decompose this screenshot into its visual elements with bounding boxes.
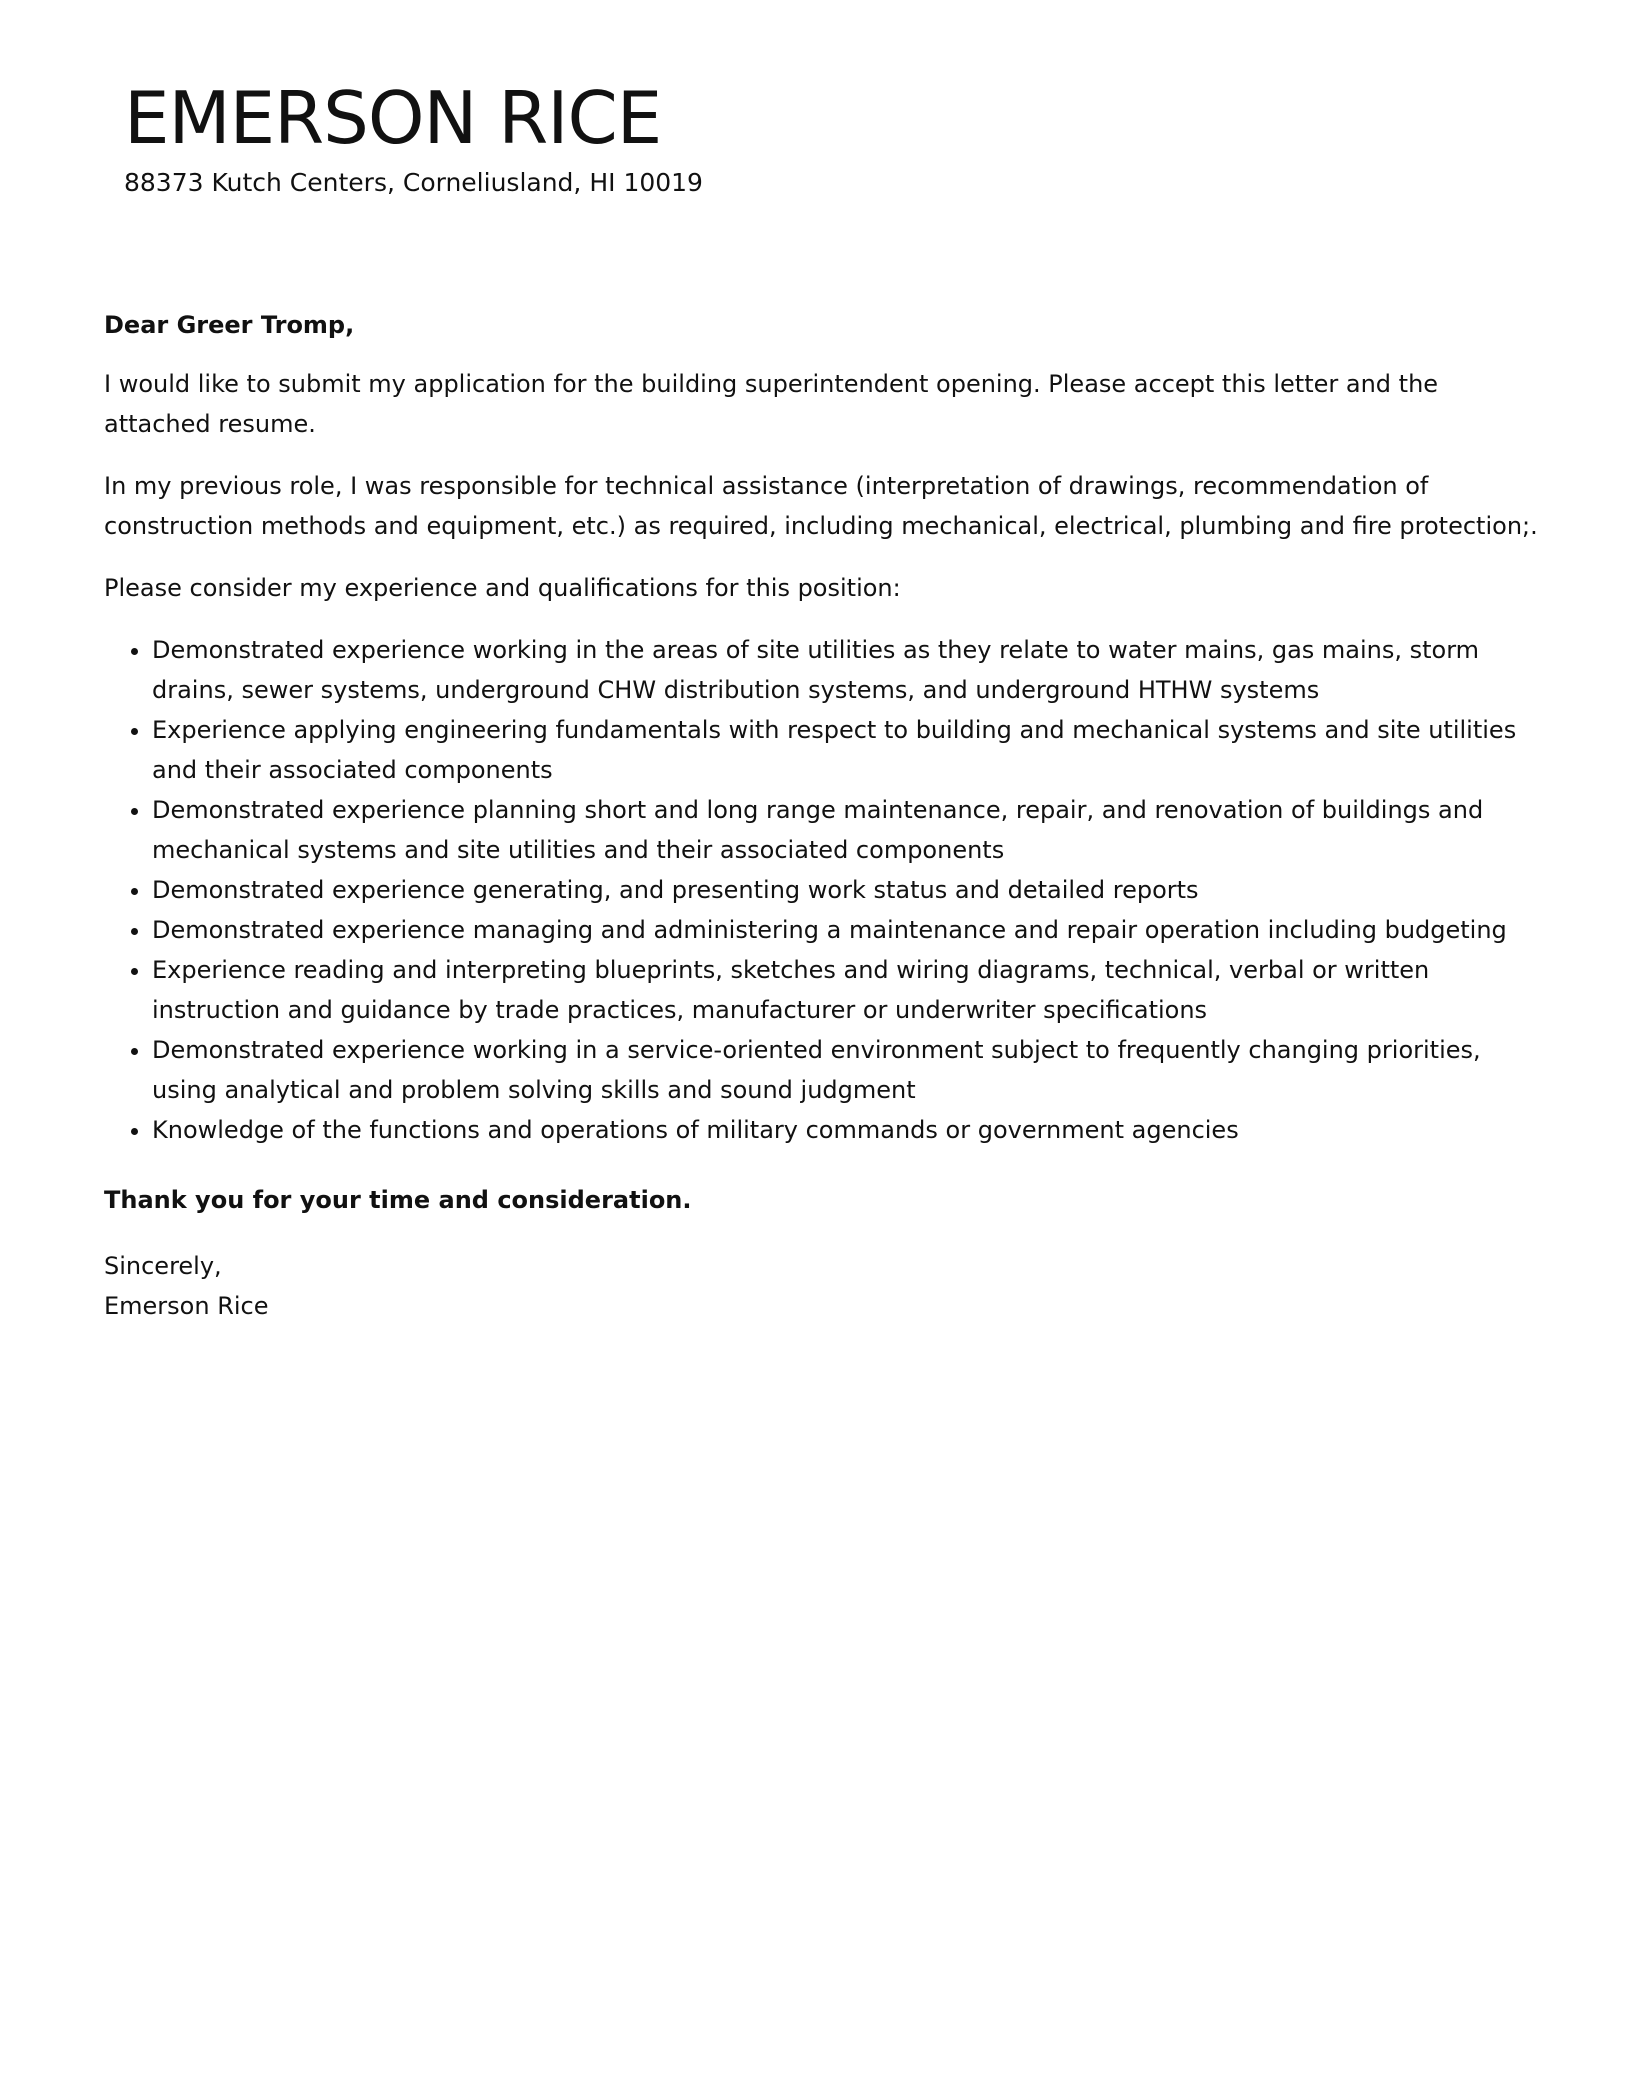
list-item: • Experience applying engineering fundamentals with respect to building and mechanical systems and site utilities and their associated components <box>152 710 1544 790</box>
list-item: • Demonstrated experience generating, and presenting work status and detailed reports <box>152 870 1544 910</box>
closing-line: Thank you for your time and consideration. <box>104 1186 692 1214</box>
qualifications-intro: Please consider my experience and qualifications for this position: <box>104 574 901 602</box>
list-item: • Demonstrated experience working in the areas of site utilities as they relate to water mains, gas mains, storm drains, sewer systems, underground CHW distribution systems, and underground HTHW systems <box>152 630 1544 710</box>
list-item: • Demonstrated experience planning short and long range maintenance, repair, and renovation of buildings and mechanical systems and site utilities and their associated components <box>152 790 1544 870</box>
experience-paragraph: In my previous role, I was responsible for technical assistance (interpretation of drawings, recommendation of construction methods and equipment, etc.) as required, including mechanical, electrical, plumbing and fire protection;. <box>104 472 1538 540</box>
applicant-address: 88373 Kutch Centers, Corneliusland, HI 10019 <box>124 168 703 197</box>
signoff-text: Sincerely, <box>104 1252 222 1280</box>
signoff-block <box>104 1246 1544 1326</box>
letter-body <box>104 308 1544 1326</box>
list-item: • Knowledge of the functions and operations of military commands or government agencies <box>152 1110 1544 1150</box>
signature-name: Emerson Rice <box>104 1292 269 1320</box>
list-item: • Demonstrated experience working in a service-oriented environment subject to frequently changing priorities, using analytical and problem solving skills and sound judgment <box>152 1030 1544 1110</box>
qualifications-list <box>104 630 1544 1150</box>
letter-header <box>124 74 1504 197</box>
list-item: • Demonstrated experience managing and administering a maintenance and repair operation including budgeting <box>152 910 1544 950</box>
list-item: • Experience reading and interpreting blueprints, sketches and wiring diagrams, technical, verbal or written instruction and guidance by trade practices, manufacturer or underwriter specifications <box>152 950 1544 1030</box>
applicant-name: EMERSON RICE <box>124 76 662 160</box>
salutation: Dear Greer Tromp, <box>104 311 355 339</box>
intro-paragraph: I would like to submit my application for the building superintendent opening. Please accept this letter and the attached resume. <box>104 370 1439 438</box>
